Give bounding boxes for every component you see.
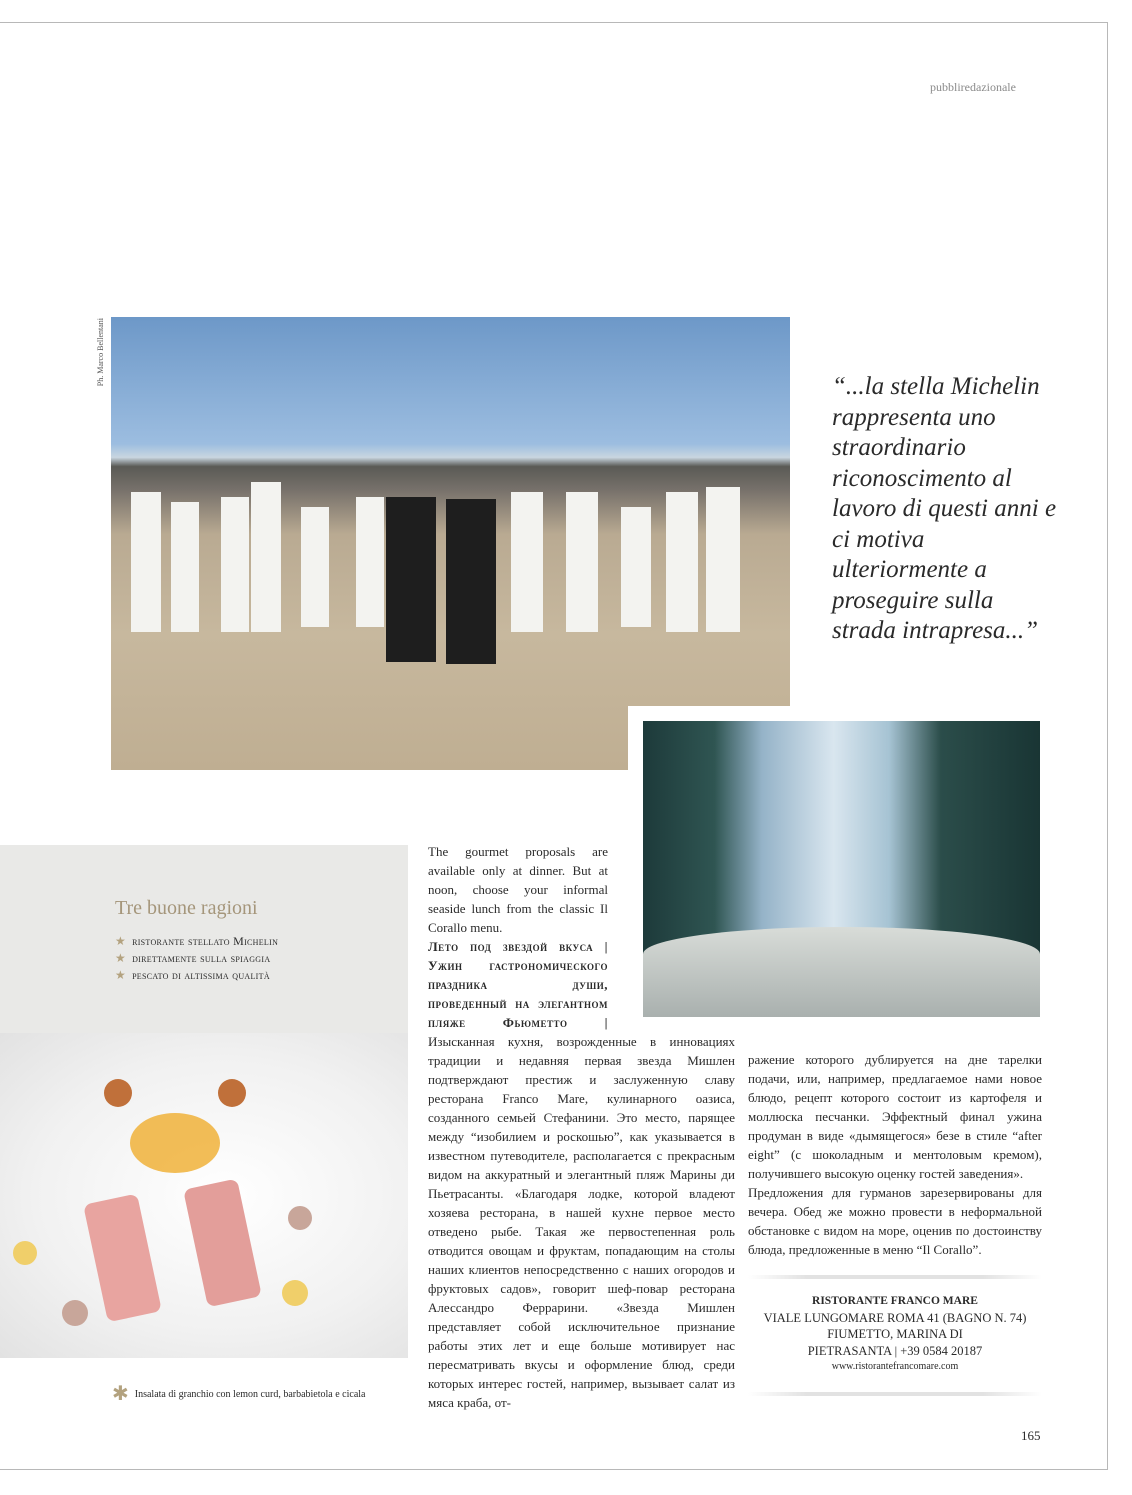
- reason-item: ★ pescato di altissima qualità: [115, 968, 270, 982]
- plated-dish: [0, 1033, 408, 1358]
- article-subheading: Лето под звездой вкуса | Ужин гастрономического праздника души, проведенный на элегантном пляже Фьюметто |: [428, 939, 608, 1030]
- reason-item: ★ direttamente sulla spiaggia: [115, 951, 271, 965]
- address-line: FIUMETTO, MARINA DI: [827, 1327, 963, 1341]
- article-column-1: [428, 842, 735, 1412]
- address-line: VIALE LUNGOMARE ROMA 41 (BAGNO N. 74): [763, 1310, 1027, 1325]
- website-link[interactable]: www.ristorantefrancomare.com: [831, 1361, 959, 1372]
- photo-wrap-spacer: [608, 842, 735, 1032]
- address-line: PIETRASANTA | +39 0584 20187: [807, 1343, 983, 1358]
- article-intro: Изысканная кухня, возрожденные: [428, 1034, 637, 1049]
- photo-credit: Ph. Marco Bellentani: [96, 318, 105, 387]
- divider: [748, 1392, 1042, 1396]
- section-tag: pubbliredazionale: [930, 80, 1016, 94]
- pull-quote: “...la stella Michelin rappresenta uno straordinario riconoscimento al lavoro di questi anni e ci motiva ulteriormente a proseguire sulla strada intrapresa...”: [832, 373, 1057, 644]
- chef-team-figures: [111, 317, 790, 770]
- photo-caption: ✱ Insalata di granchio con lemon curd, barbabietola e cicala: [112, 1383, 366, 1405]
- restaurant-name: RISTORANTE FRANCO MARE: [812, 1295, 978, 1307]
- star-icon: ★: [115, 968, 127, 982]
- page-number: 165: [1021, 1428, 1041, 1443]
- article-body: в инновациях традиции и недавняя первая звезда Мишлен подтверждают престиж и заслуженную славу ресторана Franco Mare, кулинарного оазиса, созданного семьей Стефанини. Это место, парящее между “изобилием и роскошью”, как указывается в известном путеводителе, располагается с прекрасным видом на аккуратный и элегантный пляж Марины ди Пьетрасанты. «Благодаря лодке, которой владеют хозяева ресторана, в нашей кухне первое место отведено рыбе. Такая же первостепенная роль отводится овощам и фруктам, попадающим на столы наших клиентов непосредственно с наших огородов и фруктовых садов», говорит шеф-повар ресторана Алессандро Феррарини. «Звезда Мишлен представляет собой исключительное признание работы этих лет и еще больше мотивирует нас пересматривать вкусы и оформление блюд, среди которых интерес гостей, например, вызывает салат из мяса краба, от-: [428, 1034, 735, 1410]
- reasons-title: Tre buone ragioni: [115, 897, 258, 919]
- article-paragraph: ражение которого дублируется на дне тарелки подачи, или, например, предлагаемое нами новое блюдо, рецепт которого состоит из картофеля и моллюска песчанки. Эффектный финал ужина продуман в виде «дымящегося» безе в стиле “after eight” (с шоколадным и ментоловым кремом), получившего высокую оценку гостей заведения».: [748, 1052, 1042, 1181]
- article-paragraph: Предложения для гурманов зарезервированы для вечера. Обед же можно провести в неформальной обстановке с видом на море, оценив по достоинству блюда, предложенные в меню “Il Corallo”.: [748, 1185, 1042, 1257]
- star-icon: ★: [115, 934, 127, 948]
- article-column-2: [748, 1050, 1042, 1410]
- chef-team-beach-photo: [111, 317, 790, 770]
- star-icon: ★: [115, 951, 127, 965]
- crab-salad-photo: [0, 1033, 408, 1358]
- reason-item: ★ ristorante stellato Michelin: [115, 934, 279, 948]
- reasons-list: [115, 933, 278, 984]
- article-english: The gourmet proposals are available only at dinner. But at noon, choose your informal seaside lunch from the classic Il Corallo menu.: [428, 844, 608, 935]
- contact-block: [748, 1293, 1042, 1376]
- reasons-box: [0, 845, 408, 1033]
- divider: [748, 1275, 1042, 1279]
- star-icon: ✱: [112, 1383, 129, 1405]
